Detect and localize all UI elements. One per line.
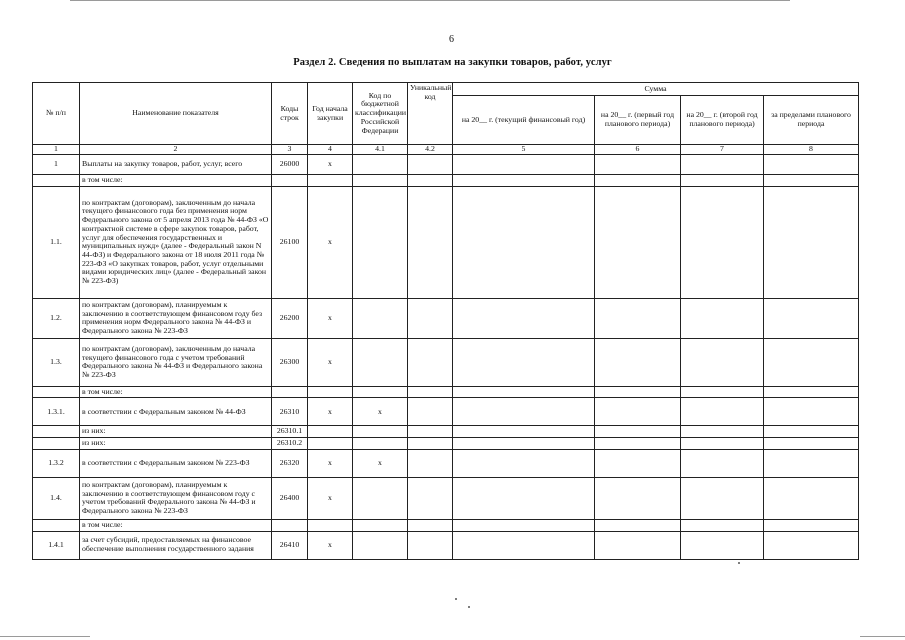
row-empty-cell	[453, 438, 595, 450]
row-code	[272, 386, 308, 398]
row-name: в соответствии с Федеральным законом № 44-ФЗ	[80, 398, 272, 426]
row-empty-cell	[681, 438, 764, 450]
row-number: 1	[33, 155, 80, 175]
row-empty-cell	[681, 426, 764, 438]
row-number: 1.4.	[33, 477, 80, 519]
row-empty-cell	[681, 155, 764, 175]
row-number: 1.3.2	[33, 449, 80, 477]
row-empty-cell	[595, 438, 681, 450]
row-empty-cell	[453, 155, 595, 175]
row-empty-cell	[595, 398, 681, 426]
row-code: 26200	[272, 298, 308, 338]
row-name: по контрактам (договорам), заключенным до начала текущего финансового года без применения норм Федерального закона от 5 апреля 2013 года № 44-ФЗ «О контрактной системе в сфере закупок товаров, работ, услуг для обеспечения государственных и муниципальных нужд» (далее - Федеральный закон N 44-ФЗ) и Федерального закона от 18 июля 2011 года № 223-ФЗ «О закупках товаров, работ, услуг отдельными видами юридических лиц» (далее - Федеральный закон № 223-ФЗ)	[80, 186, 272, 298]
row-code: 26100	[272, 186, 308, 298]
row-empty-cell	[408, 449, 453, 477]
row-year	[308, 175, 353, 187]
row-empty-cell	[595, 386, 681, 398]
row-budget-code	[353, 338, 408, 386]
row-empty-cell	[764, 438, 859, 450]
section-title: Раздел 2. Сведения по выплатам на закупки товаров, работ, услуг	[293, 57, 612, 68]
row-empty-cell	[453, 531, 595, 559]
header-codes: Коды строк	[272, 83, 308, 145]
column-number-row	[33, 145, 859, 155]
row-empty-cell	[453, 298, 595, 338]
row-year: х	[308, 477, 353, 519]
row-empty-cell	[595, 449, 681, 477]
row-empty-cell	[764, 298, 859, 338]
scan-speck	[455, 598, 457, 600]
scan-speck	[738, 562, 740, 564]
column-number: 6	[595, 145, 681, 155]
row-budget-code	[353, 426, 408, 438]
row-empty-cell	[453, 426, 595, 438]
row-empty-cell	[764, 338, 859, 386]
table-row	[33, 338, 859, 386]
row-empty-cell	[681, 186, 764, 298]
table-row	[33, 449, 859, 477]
row-budget-code	[353, 386, 408, 398]
table-row	[33, 398, 859, 426]
header-sum-beyond: за пределами планового периода	[764, 96, 859, 145]
table-row	[33, 426, 859, 438]
row-number: 1.1.	[33, 186, 80, 298]
header-sum: Сумма	[453, 83, 859, 96]
row-empty-cell	[408, 531, 453, 559]
row-empty-cell	[595, 155, 681, 175]
row-empty-cell	[681, 398, 764, 426]
row-empty-cell	[453, 477, 595, 519]
row-empty-cell	[764, 186, 859, 298]
row-budget-code	[353, 155, 408, 175]
row-budget-code	[353, 186, 408, 298]
row-empty-cell	[408, 298, 453, 338]
header-num: № п/п	[33, 83, 80, 145]
row-code	[272, 175, 308, 187]
row-year: х	[308, 531, 353, 559]
row-empty-cell	[595, 186, 681, 298]
row-name: по контрактам (договорам), заключенным до начала текущего финансового года с учетом требований Федерального закона № 44-ФЗ и Федерального закона № 223-ФЗ	[80, 338, 272, 386]
row-code: 26310.1	[272, 426, 308, 438]
scan-speck	[468, 606, 470, 608]
row-empty-cell	[764, 531, 859, 559]
row-budget-code	[353, 438, 408, 450]
row-number: 1.4.1	[33, 531, 80, 559]
row-name: из них:	[80, 438, 272, 450]
row-empty-cell	[764, 426, 859, 438]
header-sum-first: на 20__ г. (первый год планового периода)	[595, 96, 681, 145]
row-year: х	[308, 298, 353, 338]
row-empty-cell	[764, 519, 859, 531]
row-empty-cell	[595, 426, 681, 438]
row-year: х	[308, 155, 353, 175]
page-number: 6	[449, 34, 454, 45]
column-number: 3	[272, 145, 308, 155]
row-budget-code	[353, 175, 408, 187]
row-empty-cell	[408, 175, 453, 187]
row-empty-cell	[764, 398, 859, 426]
row-code: 26320	[272, 449, 308, 477]
row-number	[33, 175, 80, 187]
scan-top-line	[70, 0, 790, 1]
table-row	[33, 175, 859, 187]
row-empty-cell	[408, 398, 453, 426]
row-budget-code: х	[353, 398, 408, 426]
row-empty-cell	[453, 175, 595, 187]
row-empty-cell	[453, 386, 595, 398]
table-row	[33, 477, 859, 519]
table-row	[33, 531, 859, 559]
row-name: Выплаты на закупку товаров, работ, услуг, всего	[80, 155, 272, 175]
row-code: 26300	[272, 338, 308, 386]
row-number	[33, 426, 80, 438]
row-year	[308, 438, 353, 450]
row-empty-cell	[764, 386, 859, 398]
row-number: 1.3.	[33, 338, 80, 386]
table-row	[33, 298, 859, 338]
row-empty-cell	[595, 298, 681, 338]
row-name: за счет субсидий, предоставляемых на финансовое обеспечение выполнения государственного задания	[80, 531, 272, 559]
row-number	[33, 519, 80, 531]
row-empty-cell	[595, 531, 681, 559]
column-number: 4.2	[408, 145, 453, 155]
row-empty-cell	[681, 338, 764, 386]
row-code: 26400	[272, 477, 308, 519]
row-year: х	[308, 186, 353, 298]
column-number: 2	[80, 145, 272, 155]
column-number: 5	[453, 145, 595, 155]
table-row	[33, 186, 859, 298]
table-row	[33, 438, 859, 450]
row-empty-cell	[595, 338, 681, 386]
row-empty-cell	[764, 449, 859, 477]
row-budget-code	[353, 298, 408, 338]
table-row	[33, 155, 859, 175]
row-empty-cell	[408, 338, 453, 386]
row-year: х	[308, 449, 353, 477]
row-year	[308, 426, 353, 438]
row-name: в том числе:	[80, 175, 272, 187]
row-empty-cell	[595, 477, 681, 519]
header-budget-code: Код по бюджетной классификации Российской Федерации	[353, 83, 408, 145]
row-year	[308, 386, 353, 398]
row-name: из них:	[80, 426, 272, 438]
row-empty-cell	[681, 477, 764, 519]
row-budget-code	[353, 519, 408, 531]
row-code: 26310	[272, 398, 308, 426]
column-number: 8	[764, 145, 859, 155]
row-empty-cell	[408, 438, 453, 450]
row-empty-cell	[453, 449, 595, 477]
header-unique-code: Уникальный код	[408, 83, 453, 145]
row-number	[33, 386, 80, 398]
table-row	[33, 519, 859, 531]
row-empty-cell	[408, 386, 453, 398]
row-empty-cell	[453, 186, 595, 298]
header-sum-second: на 20__ г. (второй год планового периода)	[681, 96, 764, 145]
row-empty-cell	[681, 449, 764, 477]
row-empty-cell	[408, 519, 453, 531]
column-number: 1	[33, 145, 80, 155]
row-number: 1.2.	[33, 298, 80, 338]
column-number: 4	[308, 145, 353, 155]
row-empty-cell	[595, 519, 681, 531]
row-empty-cell	[681, 175, 764, 187]
row-budget-code	[353, 477, 408, 519]
row-empty-cell	[408, 426, 453, 438]
row-empty-cell	[764, 155, 859, 175]
table-row	[33, 386, 859, 398]
row-name: в соответствии с Федеральным законом № 223-ФЗ	[80, 449, 272, 477]
row-empty-cell	[453, 519, 595, 531]
row-name: по контрактам (договорам), планируемым к заключению в соответствующем финансовом году с учетом требований Федерального закона № 44-ФЗ и Федерального закона № 223-ФЗ	[80, 477, 272, 519]
row-code: 26310.2	[272, 438, 308, 450]
row-number	[33, 438, 80, 450]
row-year: х	[308, 338, 353, 386]
header-name: Наименование показателя	[80, 83, 272, 145]
row-empty-cell	[453, 398, 595, 426]
row-code: 26410	[272, 531, 308, 559]
row-empty-cell	[764, 175, 859, 187]
row-empty-cell	[764, 477, 859, 519]
row-empty-cell	[681, 519, 764, 531]
row-empty-cell	[408, 477, 453, 519]
row-name: по контрактам (договорам), планируемым к заключению в соответствующем финансовом году без применения норм Федерального закона № 44-ФЗ и Федерального закона № 223-ФЗ	[80, 298, 272, 338]
header-sum-current: на 20__ г. (текущий финансовый год)	[453, 96, 595, 145]
row-budget-code: х	[353, 449, 408, 477]
row-empty-cell	[408, 155, 453, 175]
payments-table	[32, 82, 859, 560]
row-code: 26000	[272, 155, 308, 175]
column-number: 4.1	[353, 145, 408, 155]
row-name: в том числе:	[80, 519, 272, 531]
row-year: х	[308, 398, 353, 426]
row-year	[308, 519, 353, 531]
scan-bottom-line-right	[860, 636, 905, 637]
scan-bottom-line-left	[0, 636, 90, 637]
row-number: 1.3.1.	[33, 398, 80, 426]
row-empty-cell	[408, 186, 453, 298]
row-code	[272, 519, 308, 531]
row-empty-cell	[595, 175, 681, 187]
row-empty-cell	[681, 531, 764, 559]
row-name: в том числе:	[80, 386, 272, 398]
row-budget-code	[353, 531, 408, 559]
row-empty-cell	[681, 298, 764, 338]
column-number: 7	[681, 145, 764, 155]
row-empty-cell	[681, 386, 764, 398]
header-year: Год начала закупки	[308, 83, 353, 145]
row-empty-cell	[453, 338, 595, 386]
